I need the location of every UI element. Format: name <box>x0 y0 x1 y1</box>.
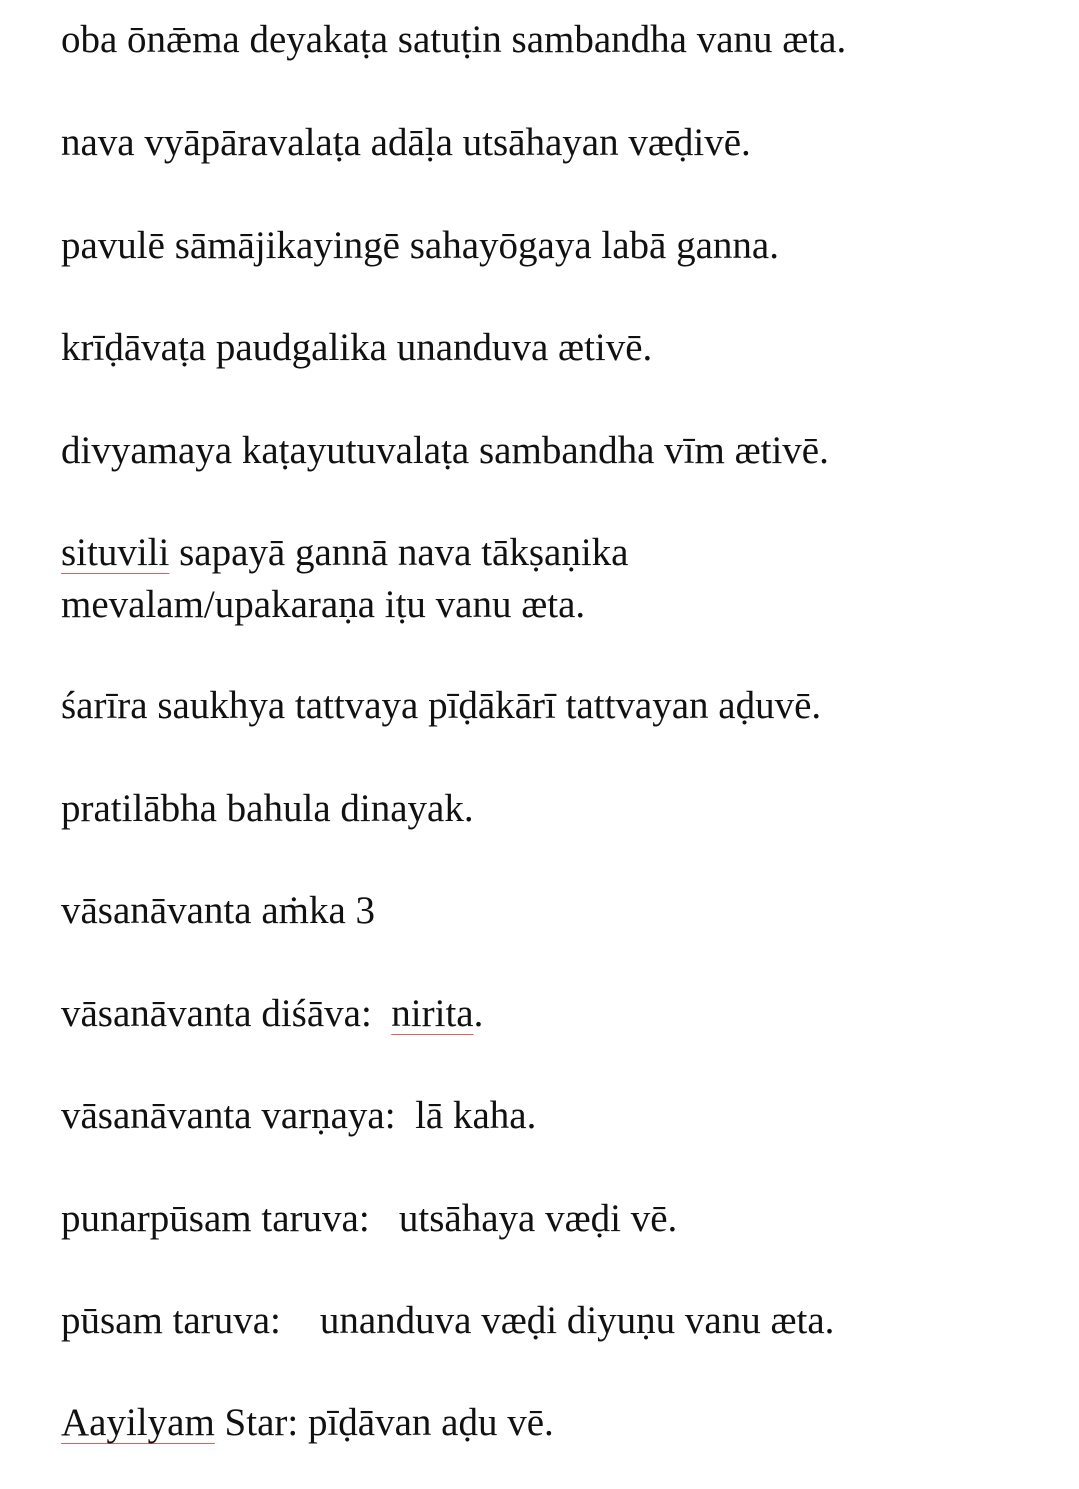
text-line-9: vāsanāvanta aṁka 3 <box>61 889 376 932</box>
text-fragment: mevalam/upakaraṇa iṭu vanu æta. <box>61 583 586 626</box>
text-fragment: vāsanāvanta diśāva: <box>61 992 392 1035</box>
text-paragraph-6 <box>61 527 629 631</box>
text-line-11: vāsanāvanta varṇaya: lā kaha. <box>61 1094 537 1137</box>
text-line-12: punarpūsam taruva: utsāhaya væḍi vē. <box>61 1197 678 1240</box>
text-line-2: nava vyāpāravalaṭa adāḷa utsāhayan væḍivē. <box>61 121 751 164</box>
text-line-4: krīḍāvaṭa paudgalika unanduva ætivē. <box>61 326 653 369</box>
misspelled-word[interactable]: nirita <box>391 992 474 1035</box>
text-line-7: śarīra saukhya tattvaya pīḍākārī tattvayan aḍuvē. <box>61 684 822 727</box>
misspelled-word[interactable]: situvili <box>61 531 170 574</box>
misspelled-word[interactable]: Aayilyam <box>61 1401 215 1444</box>
text-line-1: oba ōnǣma deyakaṭa satuṭin sambandha vanu æta. <box>61 18 847 61</box>
text-line-8: pratilābha bahula dinayak. <box>61 787 474 830</box>
text-line-10 <box>61 988 483 1040</box>
text-fragment: sapayā gannā nava tākṣaṇika <box>169 531 629 574</box>
text-fragment: Star: pīḍāvan aḍu vē. <box>214 1401 554 1444</box>
text-fragment: . <box>473 992 484 1035</box>
text-line-14 <box>61 1397 554 1449</box>
text-line-3: pavulē sāmājikayingē sahayōgaya labā ganna. <box>61 224 779 267</box>
text-line-5: divyamaya kaṭayutuvalaṭa sambandha vīm ætivē. <box>61 429 829 472</box>
text-line-13: pūsam taruva: unanduva væḍi diyuṇu vanu æta. <box>61 1299 835 1342</box>
